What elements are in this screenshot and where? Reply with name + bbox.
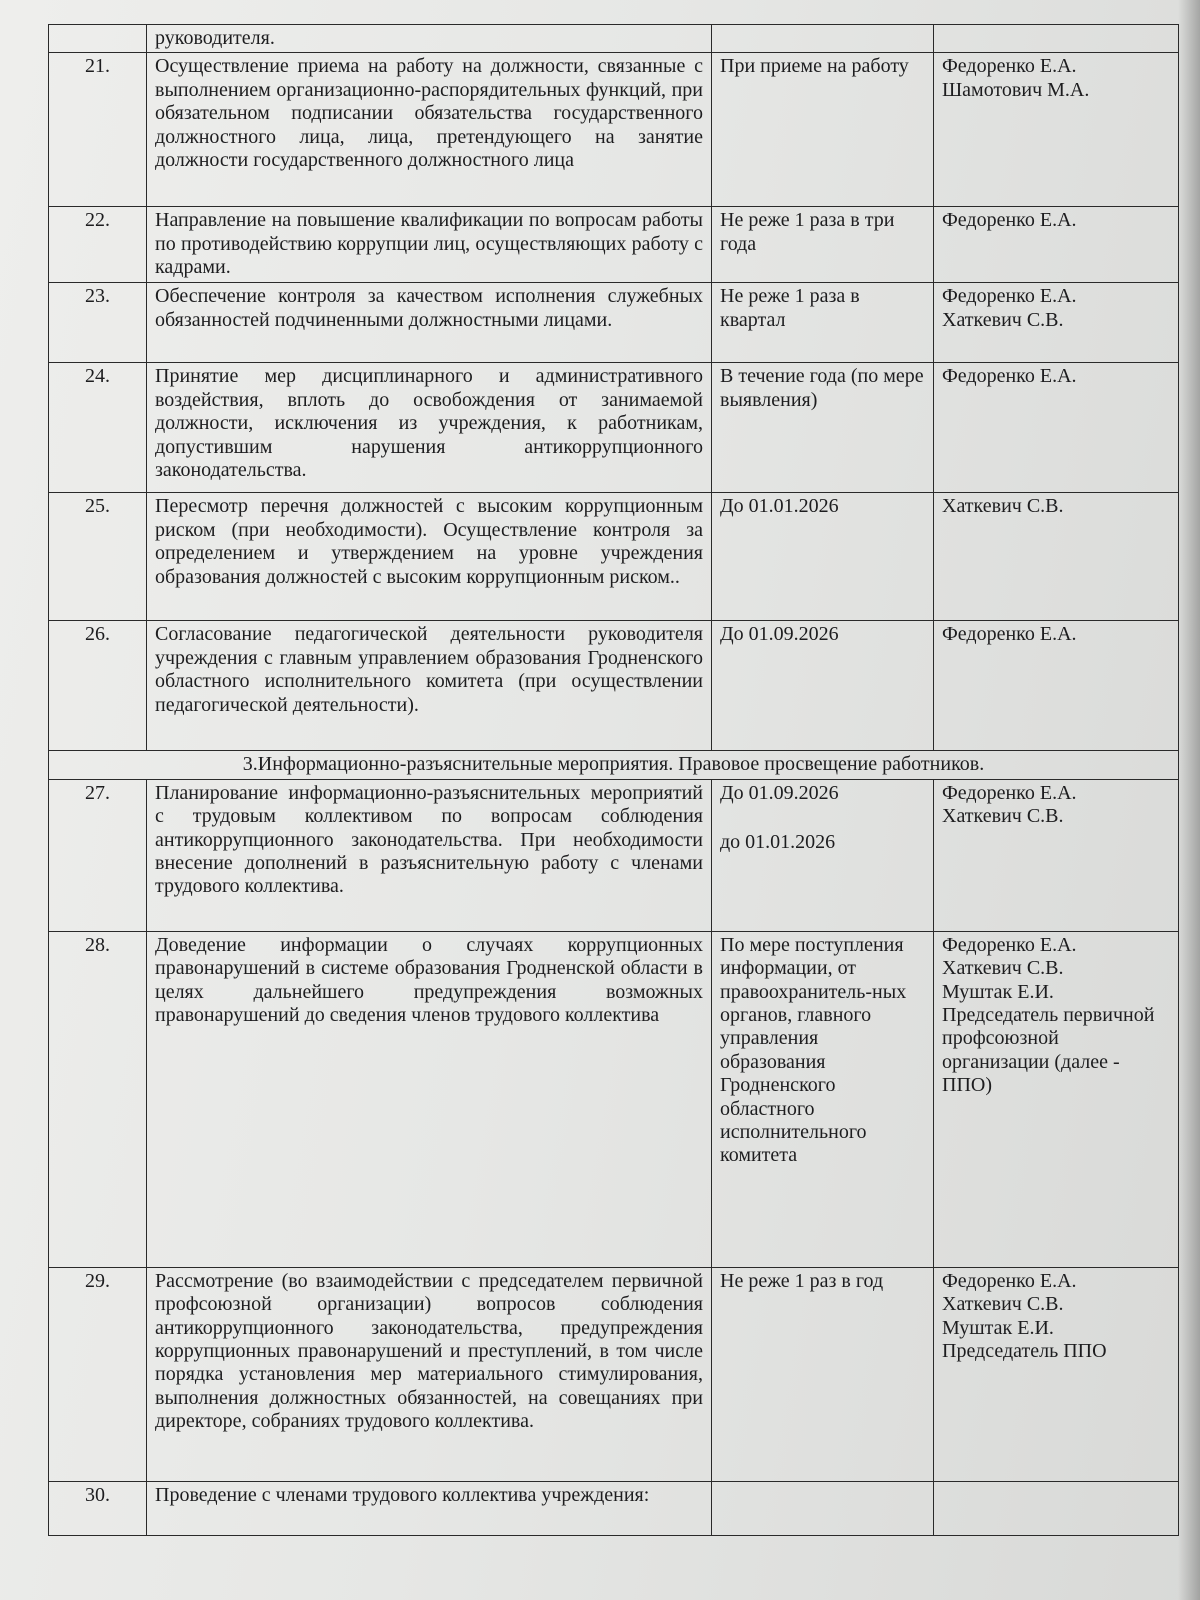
action-text: Направление на повышение квалификации по вопросам работы по противодействию коррупции лиц, осуществляющих работу с кадрами. <box>147 207 712 283</box>
table-row <box>49 53 1179 207</box>
action-text: Принятие мер дисциплинарного и административного воздействия, вплоть до освобождения от занимаемой должности, исключения из учреждения, к работникам, допустившим нарушения антикоррупционного законодательства. <box>147 363 712 493</box>
section-header-row <box>49 751 1179 779</box>
term-cell <box>712 25 934 53</box>
term-text: До 01.09.2026 <box>712 621 934 751</box>
action-text: Планирование информационно-разъяснительных мероприятий с трудовым коллективом по вопросам соблюдения антикоррупционного законодательства. При необходимости внесение дополнений в разъяснительную работу с членами трудового коллектива. <box>147 779 712 931</box>
action-text: Пересмотр перечня должностей с высоким коррупционным риском (при необходимости). Осуществление контроля за определением и утверждением на уровне учреждения образования должностей с высоким коррупционным риском.. <box>147 493 712 621</box>
table-row <box>49 621 1179 751</box>
row-number: 28. <box>49 931 147 1267</box>
row-number: 24. <box>49 363 147 493</box>
responsible-text: Федоренко Е.А. Шамотович М.А. <box>934 53 1179 207</box>
table-row <box>49 779 1179 931</box>
table-row <box>49 363 1179 493</box>
row-number: 23. <box>49 283 147 363</box>
action-text: Обеспечение контроля за качеством исполнения служебных обязанностей подчиненными должностными лицами. <box>147 283 712 363</box>
row-number: 27. <box>49 779 147 931</box>
table-row <box>49 931 1179 1267</box>
term-text: В течение года (по мере выявления) <box>712 363 934 493</box>
term-text: По мере поступления информации, от правоохранитель-ных органов, главного управления образования Гродненского областного исполнительного комитета <box>712 931 934 1267</box>
action-text: Проведение с членами трудового коллектива учреждения: <box>147 1481 712 1535</box>
term-text: Не реже 1 раз в год <box>712 1267 934 1481</box>
responsible-text: Федоренко Е.А. <box>934 621 1179 751</box>
action-cell: руководителя. <box>147 25 712 53</box>
row-number: 22. <box>49 207 147 283</box>
term-text <box>712 1481 934 1535</box>
responsible-text: Хаткевич С.В. <box>934 493 1179 621</box>
term-text: Не реже 1 раза в три года <box>712 207 934 283</box>
table-row <box>49 493 1179 621</box>
responsible-text: Федоренко Е.А. <box>934 207 1179 283</box>
responsible-text: Федоренко Е.А. Хаткевич С.В. <box>934 779 1179 931</box>
term-text: До 01.01.2026 <box>712 493 934 621</box>
row-number: 25. <box>49 493 147 621</box>
table-row <box>49 1481 1179 1535</box>
responsible-text: Федоренко Е.А. Хаткевич С.В. Муштак Е.И. Председатель первичной профсоюзной организации (далее - ППО) <box>934 931 1179 1267</box>
term-text: При приеме на работу <box>712 53 934 207</box>
action-text: Рассмотрение (во взаимодействии с председателем первичной профсоюзной организации) вопросов соблюдения антикоррупционного законодательства, предупреждения коррупционных правонарушений и преступлений, в том числе порядка установления мер материального стимулирования, выполнения должностных обязанностей, на совещаниях при директоре, собраниях трудового коллектива. <box>147 1267 712 1481</box>
table-row <box>49 1267 1179 1481</box>
anticorruption-plan-table <box>48 24 1179 1536</box>
table-row <box>49 207 1179 283</box>
section-3-title: 3.Информационно-разъяснительные мероприятия. Правовое просвещение работников. <box>49 751 1179 779</box>
table-row <box>49 283 1179 363</box>
term-text: Не реже 1 раза в квартал <box>712 283 934 363</box>
table-row <box>49 25 1179 53</box>
row-number: 29. <box>49 1267 147 1481</box>
term-cell <box>712 779 934 931</box>
action-text: Согласование педагогической деятельности руководителя учреждения с главным управлением образования Гродненского областного исполнительного комитета (при осуществлении педагогической деятельности). <box>147 621 712 751</box>
responsible-text: Федоренко Е.А. <box>934 363 1179 493</box>
row-number: 21. <box>49 53 147 207</box>
row-number: 26. <box>49 621 147 751</box>
responsible-text: Федоренко Е.А. Хаткевич С.В. <box>934 283 1179 363</box>
term-text-first: До 01.09.2026 <box>720 781 839 804</box>
action-text: Осуществление приема на работу на должности, связанные с выполнением организационно-распорядительных функций, при обязательном подписании обязательства государственного должностного лица, лица, претендующего на занятие должности государственного должностного лица <box>147 53 712 207</box>
row-number: 30. <box>49 1481 147 1535</box>
row-number-cell <box>49 25 147 53</box>
responsible-text <box>934 1481 1179 1535</box>
action-text: Доведение информации о случаях коррупционных правонарушений в системе образования Гродненской области в целях дальнейшего предупреждения возможных правонарушений до сведения членов трудового коллектива <box>147 931 712 1267</box>
responsible-cell <box>934 25 1179 53</box>
term-text-second: до 01.01.2026 <box>720 831 836 854</box>
responsible-text: Федоренко Е.А. Хаткевич С.В. Муштак Е.И. Председатель ППО <box>934 1267 1179 1481</box>
